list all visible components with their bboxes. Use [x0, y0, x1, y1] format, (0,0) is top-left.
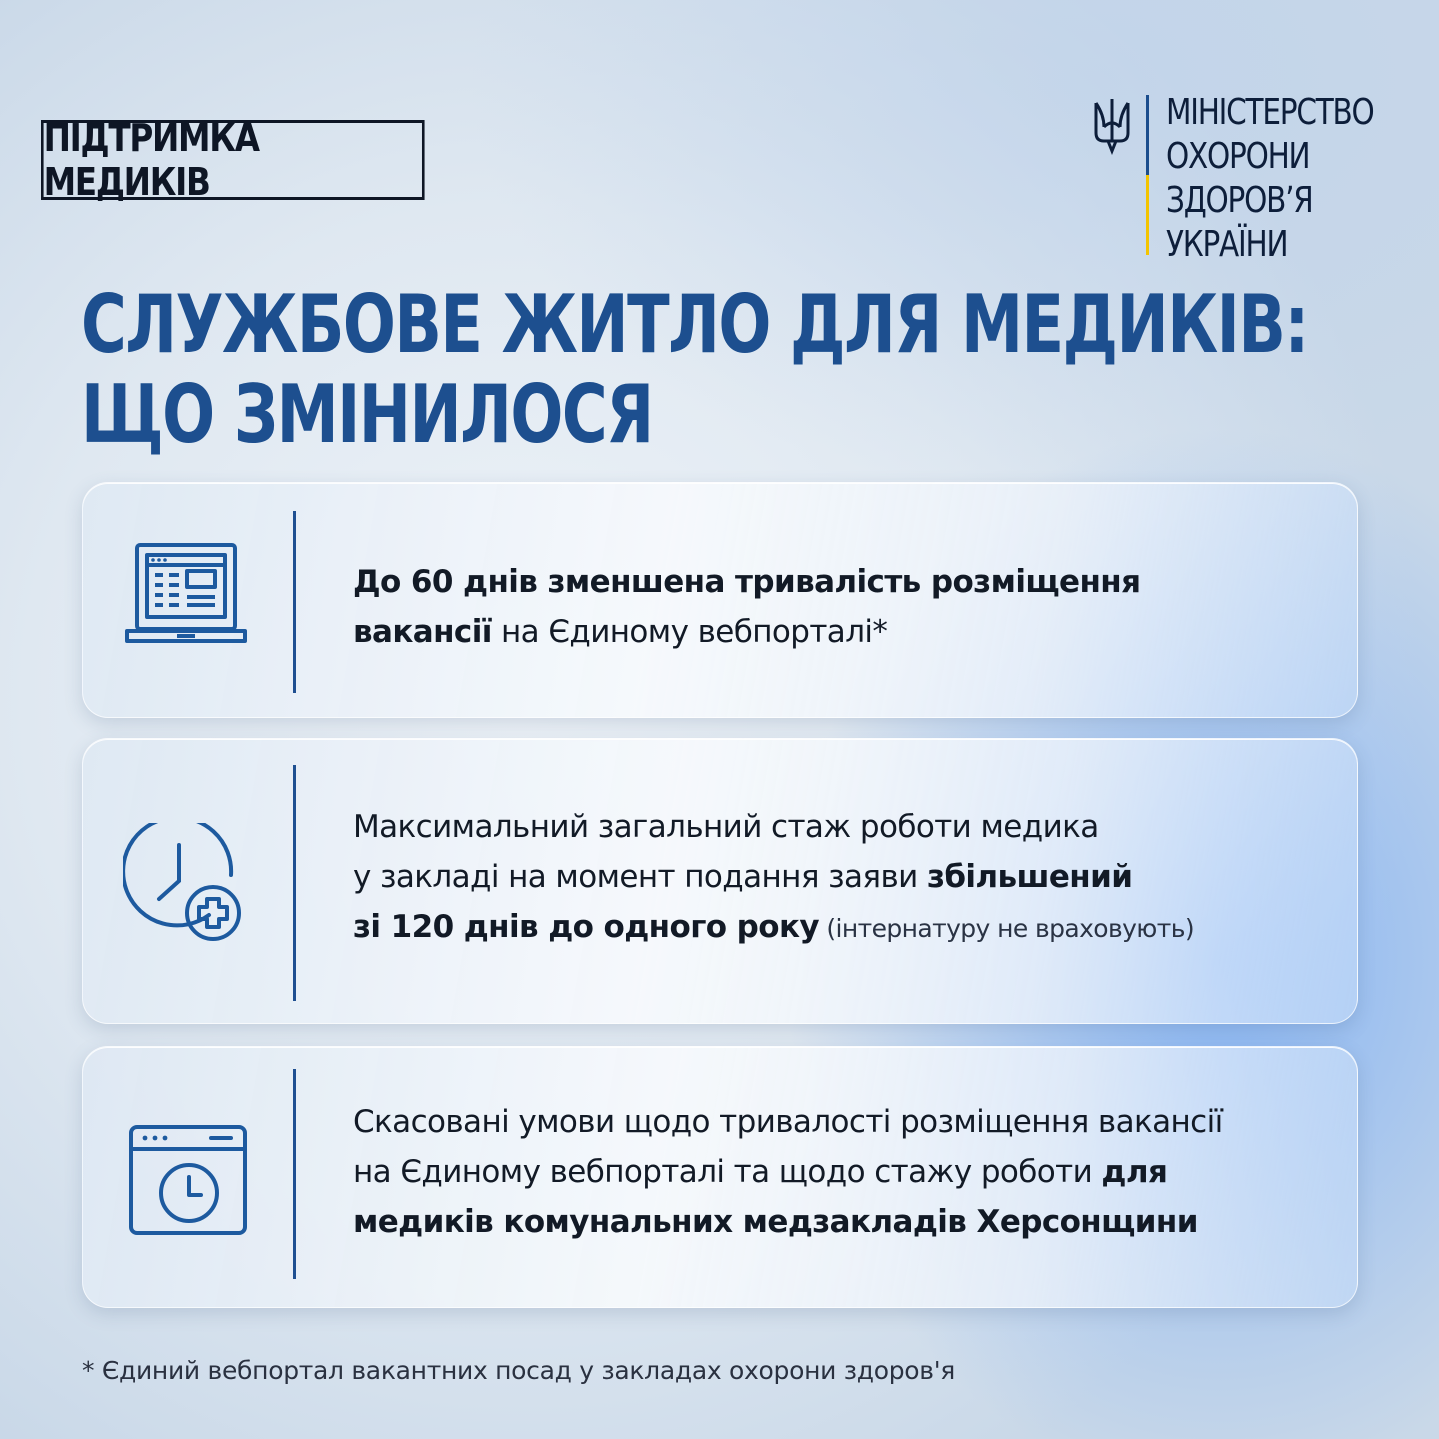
- card-text-bold: До 60 днів зменшена тривалість розміщення: [353, 564, 1141, 600]
- ministry-name: [1166, 91, 1374, 267]
- card-text-regular: на Єдиному вебпорталі*: [491, 614, 888, 650]
- card-text-regular: на Єдиному вебпорталі та щодо стажу роботи: [353, 1154, 1102, 1190]
- card-text: [353, 1097, 1297, 1247]
- clock-plus-icon: [123, 823, 247, 943]
- page-title-line-1: СЛУЖБОВЕ ЖИТЛО ДЛЯ МЕДИКІВ:: [81, 278, 1308, 371]
- logo-bar-blue: [1146, 95, 1149, 175]
- card-text-bold: збільшений: [926, 859, 1133, 895]
- card-text-note: (інтернатуру не враховують): [819, 914, 1194, 943]
- card-text-bold: для: [1101, 1154, 1168, 1190]
- card-text-bold: вакансії: [353, 614, 492, 650]
- card-text: [353, 802, 1297, 954]
- card-text-bold: медиків комунальних медзакладів Херсонщини: [353, 1204, 1198, 1240]
- logo-bar-yellow: [1146, 175, 1149, 255]
- section-tag-label: ПІДТРИМКА МЕДИКІВ: [43, 116, 259, 204]
- ministry-line-4: УКРАЇНИ: [1166, 224, 1288, 265]
- info-card-vacancy-duration: [82, 482, 1358, 718]
- laptop-icon: [125, 541, 247, 649]
- info-card-kherson-region: [82, 1046, 1358, 1308]
- page-title-line-2: ЩО ЗМІНИЛОСЯ: [81, 368, 653, 461]
- footnote: * Єдиний вебпортал вакантних посад у закладах охорони здоров'я: [82, 1356, 956, 1385]
- ministry-logo: [1092, 92, 1392, 265]
- page-title: [81, 280, 1308, 460]
- calendar-clock-icon: [127, 1123, 249, 1237]
- card-divider: [293, 765, 296, 1001]
- section-tag: [41, 116, 425, 204]
- card-divider: [293, 1069, 296, 1279]
- card-text-regular: у закладі на момент подання заяви: [353, 859, 927, 895]
- card-text: [353, 557, 1297, 657]
- ministry-line-1: МІНІСТЕРСТВО: [1166, 92, 1374, 133]
- ministry-line-3: ЗДОРОВ’Я: [1166, 180, 1313, 221]
- trident-icon: [1092, 97, 1132, 155]
- card-text-regular: Скасовані умови щодо тривалості розміщення вакансії: [353, 1104, 1223, 1140]
- ministry-line-2: ОХОРОНИ: [1166, 136, 1310, 177]
- info-card-work-experience: [82, 738, 1358, 1024]
- card-divider: [293, 511, 296, 693]
- card-text-regular: Максимальний загальний стаж роботи медика: [353, 809, 1099, 845]
- card-text-bold: зі 120 днів до одного року: [353, 909, 820, 945]
